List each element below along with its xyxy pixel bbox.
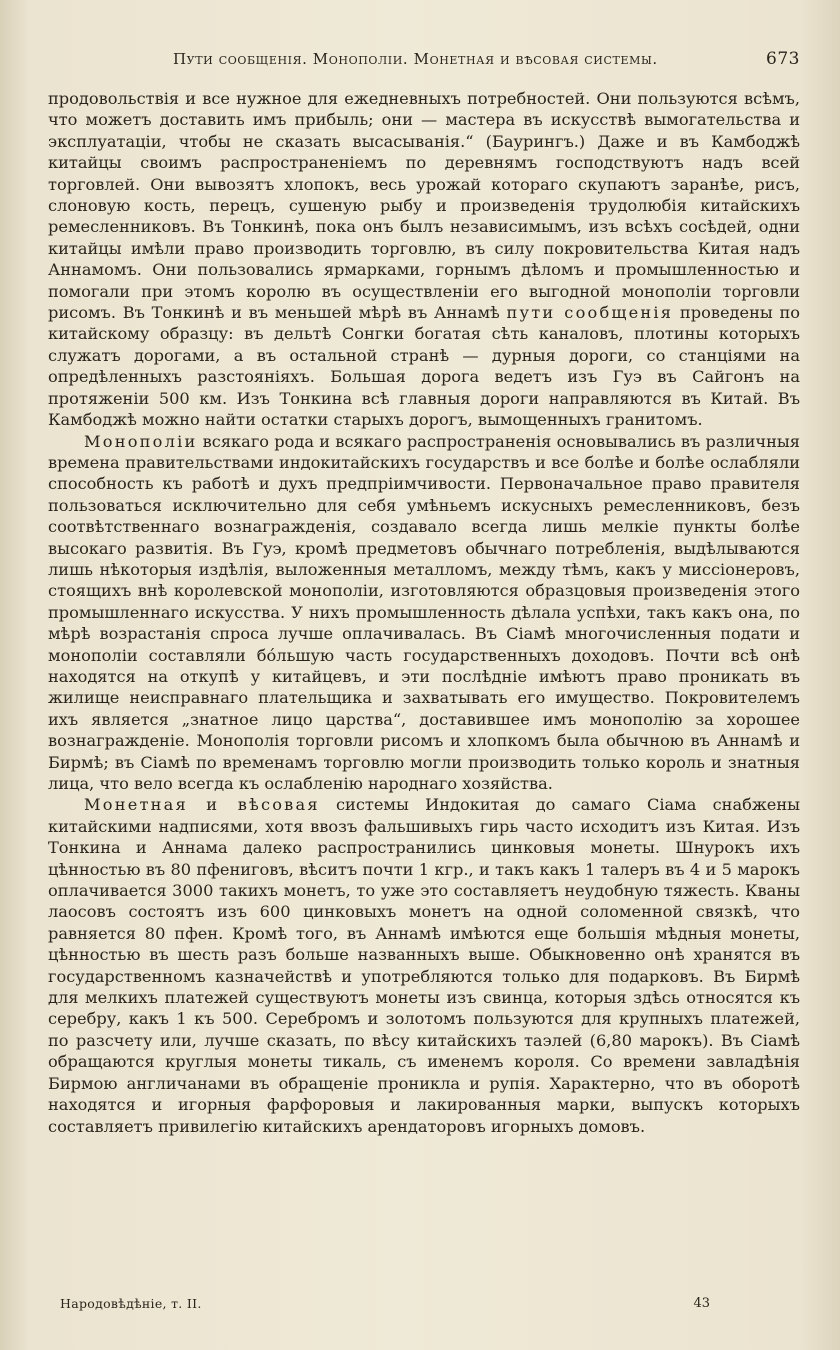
paragraph <box>48 88 800 431</box>
spaced-keyword: Монетная и вѣсовая <box>84 795 320 815</box>
paragraph-text: системы Индокитая до самаго Сіама снабжены китайскими надписями, хотя ввозъ фальшивыхъ гирь часто исходитъ изъ Китая. Изъ Тонкина и Аннама далеко распространились цинковыя монеты. Шнурокъ ихъ цѣнностью въ 80 пфениговъ, вѣситъ почти 1 кгр., и такъ какъ 1 талеръ въ 4 и 5 марокъ оплачивается 3000 такихъ монетъ, то уже это составляетъ неудобную тяжесть. Кваны лаосовъ состоятъ изъ 600 цинковыхъ монетъ на одной соломенной связкѣ, что равняется 80 пфен. Кромѣ того, въ Аннамѣ имѣются еще большія мѣдныя монеты, цѣнностью въ шесть разъ больше названныхъ выше. Обыкновенно онѣ хранятся въ государственномъ казначействѣ и употребляются только для подарковъ. Въ Бирмѣ для мелкихъ платежей существуютъ монеты изъ свинца, которыя здѣсь относятся къ серебру, какъ 1 къ 500. Серебромъ и золотомъ пользуются для крупныхъ платежей, по разсчету или, лучше сказать, по вѣсу китайскихъ таэлей (6,80 марокъ). Въ Сіамѣ обращаются круглыя монеты тикаль, съ именемъ короля. Со времени завладѣнія Бирмою англичанами въ обращеніе проникла и рупія. Характерно, что въ оборотѣ находятся и игорныя фарфоровыя и лакированныя марки, выпускъ которыхъ составляетъ привилегію китайскихъ арендаторовъ игорныхъ домовъ. <box>48 795 801 1136</box>
spaced-keyword: Монополіи <box>84 431 198 451</box>
paragraph-text: продовольствія и все нужное для ежедневныхъ потребностей. Они пользуются всѣмъ, что можетъ доставить имъ прибыль; они — мастера въ искусствѣ вымогательства и эксплуатаціи, чтобы не сказать высасыванія.“ (Баурингъ.) Даже и въ Камбоджѣ китайцы своимъ распространеніемъ по деревнямъ господствуютъ надъ всей торговлей. Они вывозятъ хлопокъ, весь урожай котораго скупаютъ заранѣе, рисъ, слоновую кость, перецъ, сушеную рыбу и произведенія трудолюбія китайскихъ ремесленниковъ. Въ Тонкинѣ, пока онъ былъ независимымъ, изъ всѣхъ сосѣдей, одни китайцы имѣли право производить торговлю, въ силу покровительства Китая надъ Аннамомъ. Они пользовались ярмарками, горнымъ дѣломъ и промышленностью и помогали при этомъ королю въ осуществленіи его выгодной монополіи торговли рисомъ. Въ Тонкинѣ и въ меньшей мѣрѣ въ Аннамѣ <box>48 89 800 323</box>
page-footer <box>60 1296 710 1316</box>
spaced-keyword: пути сообщенія <box>506 303 674 323</box>
paragraph-text: проведены по китайскому образцу: въ дельтѣ Сонгки богатая сѣть каналовъ, плотины которыхъ служатъ дорогами, а въ остальной странѣ — дурныя дороги, со станціями на опредѣленныхъ разстояніяхъ. Большая дорога ведетъ изъ Гуэ въ Сайгонъ на протяженіи 500 км. Изъ Тонкина всѣ главныя дороги направляются въ Китай. Въ Камбоджѣ можно найти остатки старыхъ дорогъ, вымощенныхъ гранитомъ. <box>48 303 800 430</box>
page-header <box>48 50 800 76</box>
body-text <box>48 88 800 1137</box>
sheet-number: 43 <box>693 1296 710 1311</box>
page-number: 673 <box>766 49 800 69</box>
running-head: Пути сообщенія. Монополіи. Монетная и вѣсовая системы. <box>173 50 658 68</box>
paragraph <box>48 794 800 1137</box>
paragraph <box>48 431 800 795</box>
signature-mark: Народовѣдѣніе, т. II. <box>60 1296 202 1311</box>
paragraph-text: всякаго рода и всякаго распространенія основывались въ различныя времена правительствами индокитайскихъ государствъ и все болѣе и болѣе ослабляли способность къ работѣ и духъ предпріимчивости. Первоначальное право правителя пользоваться исключительно для себя умѣньемъ искусныхъ ремесленниковъ, безъ соотвѣтственнаго вознагражденія, создавало всегда лишь мелкіе пункты болѣе высокаго развитія. Въ Гуэ, кромѣ предметовъ обычнаго потребленія, выдѣлываются лишь нѣкоторыя издѣлія, выложенныя металломъ, между тѣмъ, какъ у миссіонеровъ, стоящихъ внѣ королевской монополіи, изготовляются образцовыя произведенія этого промышленнаго искусства. У нихъ промышленность дѣлала успѣхи, такъ какъ она, по мѣрѣ возрастанія спроса лучше оплачивалась. Въ Сіамѣ многочисленныя подати и монополіи составляли бо́льшую часть государственныхъ доходовъ. Почти всѣ онѣ находятся на откупѣ у китайцевъ, и эти послѣдніе имѣютъ право проникать въ жилище неисправнаго плательщика и захватывать его имущество. Покровителемъ ихъ является „знатное лицо царства“, доставившее имъ монополію за хорошее вознагражденіе. Монополія торговли рисомъ и хлопкомъ была обычною въ Аннамѣ и Бирмѣ; въ Сіамѣ по временамъ торговлю могли производить только король и знатныя лица, что вело всегда къ ослабленію народнаго хозяйства. <box>48 431 800 793</box>
